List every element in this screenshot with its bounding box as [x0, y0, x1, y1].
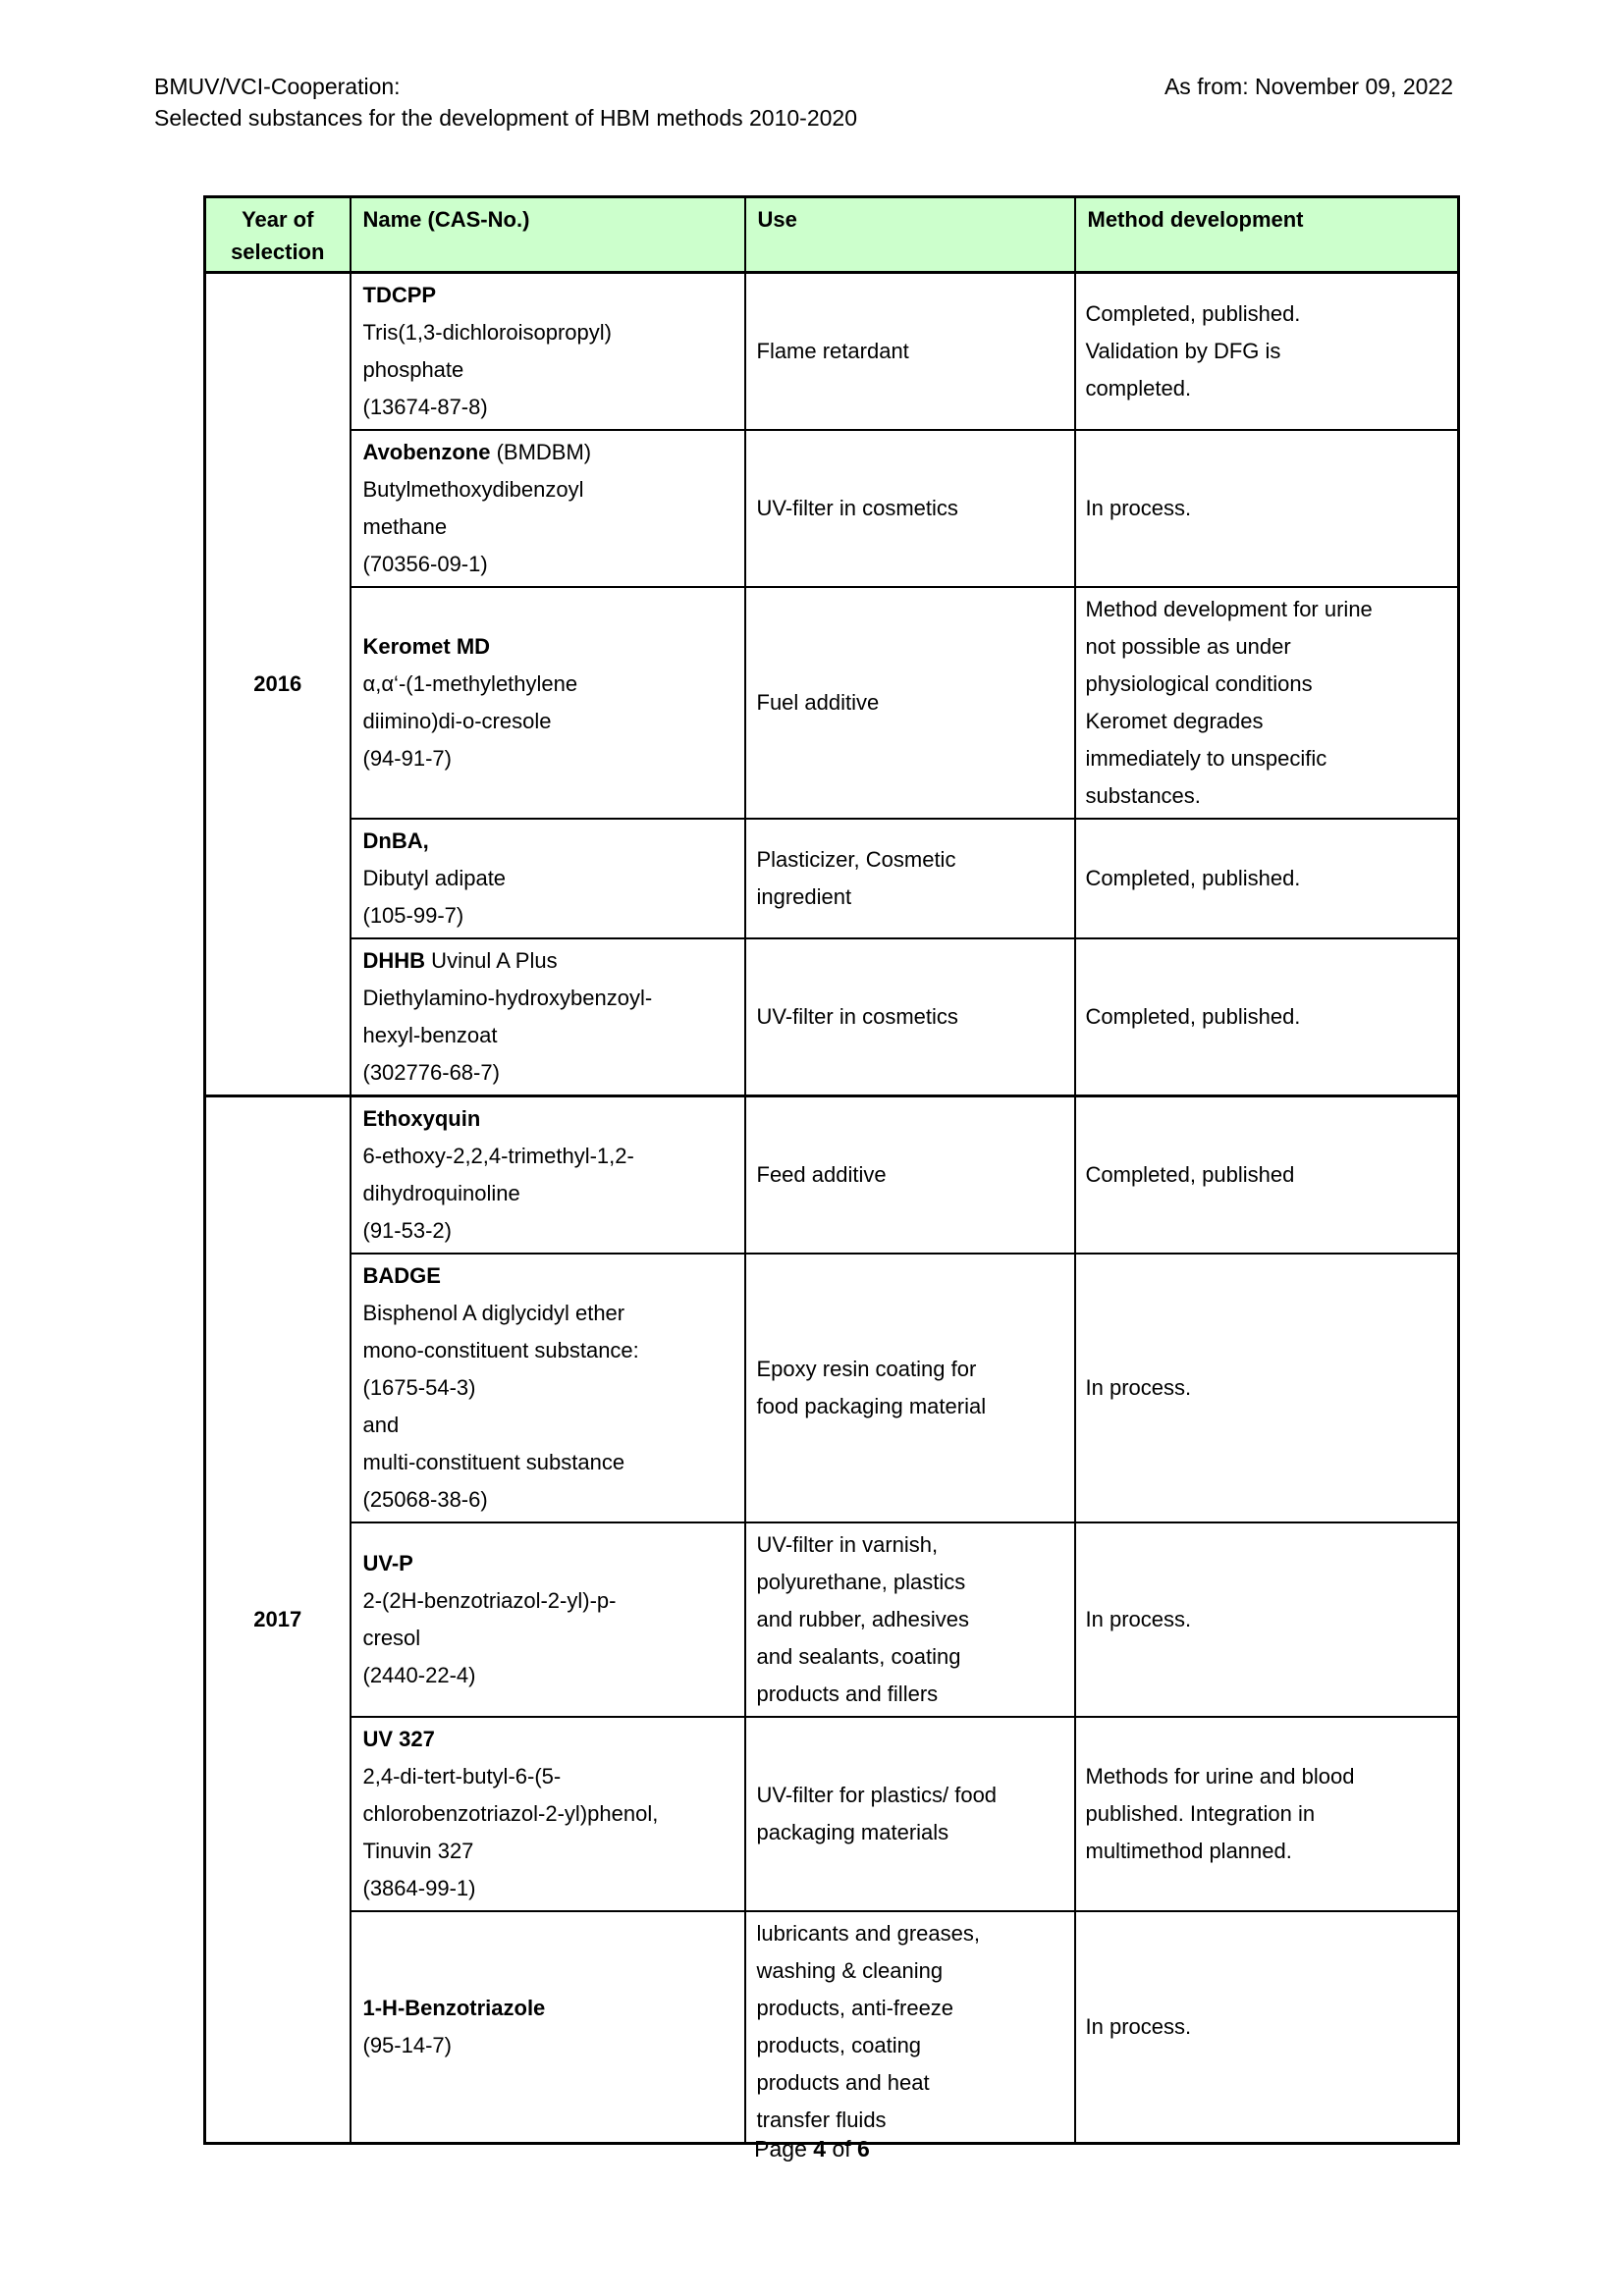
- use-cell: [745, 1717, 1075, 1911]
- column-header-name: Name (CAS-No.): [351, 197, 745, 273]
- footer-total-pages: 6: [857, 2136, 870, 2162]
- name-cell: [351, 273, 745, 431]
- method-line: published. Integration in: [1085, 1801, 1316, 1826]
- name-line: Tinuvin 327: [362, 1839, 474, 1863]
- substance-row: [205, 1717, 1459, 1911]
- substance-row: [205, 938, 1459, 1096]
- use-line: and sealants, coating: [756, 1644, 961, 1669]
- method-line: completed.: [1085, 376, 1192, 400]
- name-line: Bisphenol A diglycidyl ether: [362, 1301, 625, 1325]
- substance-row: [205, 1911, 1459, 2144]
- name-line: UV-P: [362, 1551, 413, 1575]
- name-line: Dibutyl adipate: [362, 866, 507, 890]
- name-line: Keromet MD: [362, 634, 491, 659]
- name-line: (95-14-7): [362, 2033, 452, 2057]
- substance-row: [205, 430, 1459, 587]
- use-line: products, anti-freeze: [756, 1996, 954, 2020]
- substance-row: [205, 1522, 1459, 1717]
- name-line: (3864-99-1): [362, 1876, 476, 1900]
- name-cell: [351, 1254, 745, 1522]
- use-line: ingredient: [756, 884, 852, 909]
- method-cell: [1075, 938, 1459, 1096]
- substance-row: [205, 1096, 1459, 1255]
- use-cell: [745, 587, 1075, 819]
- name-line: UV 327: [362, 1727, 435, 1751]
- use-line: washing & cleaning: [756, 1958, 944, 1983]
- method-cell: [1075, 819, 1459, 938]
- substance-row: [205, 273, 1459, 431]
- name-line: dihydroquinoline: [362, 1181, 520, 1205]
- use-line: products and fillers: [756, 1682, 939, 1706]
- method-cell: [1075, 430, 1459, 587]
- method-line: immediately to unspecific: [1085, 746, 1327, 771]
- name-line: (302776-68-7): [362, 1060, 500, 1085]
- name-line: Ethoxyquin: [362, 1106, 481, 1131]
- name-line: 2-(2H-benzotriazol-2-yl)-p-: [362, 1588, 617, 1613]
- name-cell: [351, 587, 745, 819]
- use-line: UV-filter in cosmetics: [756, 1004, 958, 1029]
- method-cell: [1075, 1096, 1459, 1255]
- method-line: Completed, published.: [1085, 1004, 1301, 1029]
- method-line: multimethod planned.: [1085, 1839, 1292, 1863]
- name-line: Diethylamino-hydroxybenzoyl-: [362, 986, 653, 1010]
- footer-label: Page: [754, 2136, 807, 2162]
- use-line: packaging materials: [756, 1820, 949, 1844]
- method-line: In process.: [1085, 1375, 1192, 1400]
- use-cell: [745, 430, 1075, 587]
- header-title: BMUV/VCI-Cooperation:: [154, 74, 401, 99]
- name-line: (2440-22-4): [362, 1663, 476, 1687]
- method-line: In process.: [1085, 2014, 1192, 2039]
- name-cell: [351, 938, 745, 1096]
- name-line: Avobenzone (BMDBM): [362, 440, 592, 464]
- name-line: and: [362, 1413, 400, 1437]
- name-line: phosphate: [362, 357, 464, 382]
- name-line: α,α‘-(1-methylethylene: [362, 671, 578, 696]
- name-line: (25068-38-6): [362, 1487, 488, 1512]
- method-line: Completed, published.: [1085, 301, 1301, 326]
- name-line: methane: [362, 514, 448, 539]
- column-header-method: Method development: [1075, 197, 1459, 273]
- name-line: cresol: [362, 1626, 421, 1650]
- substance-row: [205, 819, 1459, 938]
- method-line: In process.: [1085, 496, 1192, 520]
- substance-row: [205, 587, 1459, 819]
- substances-table: [203, 195, 1460, 2145]
- name-line: chlorobenzotriazol-2-yl)phenol,: [362, 1801, 659, 1826]
- name-line: Butylmethoxydibenzoyl: [362, 477, 584, 502]
- method-line: In process.: [1085, 1607, 1192, 1631]
- document-header: [154, 71, 1453, 133]
- method-cell: [1075, 1254, 1459, 1522]
- column-header-year: Year of selection: [205, 197, 351, 273]
- name-cell: [351, 1522, 745, 1717]
- method-line: Method development for urine: [1085, 597, 1373, 621]
- use-line: UV-filter in varnish,: [756, 1532, 939, 1557]
- name-line: TDCPP: [362, 283, 437, 307]
- name-cell: [351, 1911, 745, 2144]
- year-cell: 2017: [205, 1096, 351, 2144]
- name-line: (94-91-7): [362, 746, 452, 771]
- name-line: (1675-54-3): [362, 1375, 476, 1400]
- method-cell: [1075, 1522, 1459, 1717]
- header-line1: [154, 71, 1453, 102]
- use-line: Fuel additive: [756, 690, 880, 715]
- name-cell: [351, 430, 745, 587]
- year-cell: 2016: [205, 273, 351, 1096]
- header-subtitle: Selected substances for the development of HBM methods 2010-2020: [154, 105, 857, 131]
- name-line: mono-constituent substance:: [362, 1338, 639, 1362]
- column-header-use: Use: [745, 197, 1075, 273]
- use-cell: [745, 1254, 1075, 1522]
- name-cell: [351, 1717, 745, 1911]
- use-line: UV-filter for plastics/ food: [756, 1783, 998, 1807]
- name-line: 1-H-Benzotriazole: [362, 1996, 546, 2020]
- table-body: [205, 273, 1459, 2144]
- method-line: Completed, published.: [1085, 866, 1301, 890]
- method-cell: [1075, 273, 1459, 431]
- use-cell: [745, 1911, 1075, 2144]
- method-line: substances.: [1085, 783, 1201, 808]
- use-line: UV-filter in cosmetics: [756, 496, 958, 520]
- name-line: (13674-87-8): [362, 395, 488, 419]
- name-line: BADGE: [362, 1263, 441, 1288]
- use-line: Epoxy resin coating for: [756, 1357, 977, 1381]
- method-line: physiological conditions: [1085, 671, 1313, 696]
- use-line: Feed additive: [756, 1162, 887, 1187]
- name-line: diimino)di-o-cresole: [362, 709, 552, 733]
- method-cell: [1075, 587, 1459, 819]
- method-line: Methods for urine and blood: [1085, 1764, 1355, 1789]
- name-line: (70356-09-1): [362, 552, 488, 576]
- method-line: not possible as under: [1085, 634, 1291, 659]
- use-line: products, coating: [756, 2033, 922, 2057]
- name-line: DnBA,: [362, 828, 429, 853]
- method-cell: [1075, 1717, 1459, 1911]
- name-line: 6-ethoxy-2,2,4-trimethyl-1,2-: [362, 1144, 634, 1168]
- header-date: As from: November 09, 2022: [1164, 74, 1453, 99]
- page-footer: [0, 2134, 1624, 2163]
- name-line: (105-99-7): [362, 903, 464, 928]
- name-line: DHHB Uvinul A Plus: [362, 948, 558, 973]
- use-line: Plasticizer, Cosmetic: [756, 847, 956, 872]
- name-line: Tris(1,3-dichloroisopropyl): [362, 320, 612, 345]
- name-line: hexyl-benzoat: [362, 1023, 498, 1047]
- method-line: Completed, published: [1085, 1162, 1295, 1187]
- use-line: polyurethane, plastics: [756, 1570, 966, 1594]
- use-cell: [745, 819, 1075, 938]
- method-cell: [1075, 1911, 1459, 2144]
- name-line: (91-53-2): [362, 1218, 452, 1243]
- use-line: lubricants and greases,: [756, 1921, 980, 1946]
- method-line: Validation by DFG is: [1085, 339, 1281, 363]
- use-cell: [745, 273, 1075, 431]
- name-cell: [351, 819, 745, 938]
- use-cell: [745, 1522, 1075, 1717]
- use-line: transfer fluids: [756, 2108, 887, 2132]
- method-line: Keromet degrades: [1085, 709, 1264, 733]
- footer-of: of: [832, 2136, 851, 2162]
- footer-page-number: 4: [813, 2136, 827, 2162]
- use-line: products and heat: [756, 2070, 930, 2095]
- name-cell: [351, 1096, 745, 1255]
- name-line: 2,4-di-tert-butyl-6-(5-: [362, 1764, 562, 1789]
- use-line: food packaging material: [756, 1394, 987, 1418]
- name-line: multi-constituent substance: [362, 1450, 625, 1474]
- use-cell: [745, 1096, 1075, 1255]
- use-line: and rubber, adhesives: [756, 1607, 969, 1631]
- use-cell: [745, 938, 1075, 1096]
- substance-row: [205, 1254, 1459, 1522]
- use-line: Flame retardant: [756, 339, 909, 363]
- table-header-row: [205, 197, 1459, 273]
